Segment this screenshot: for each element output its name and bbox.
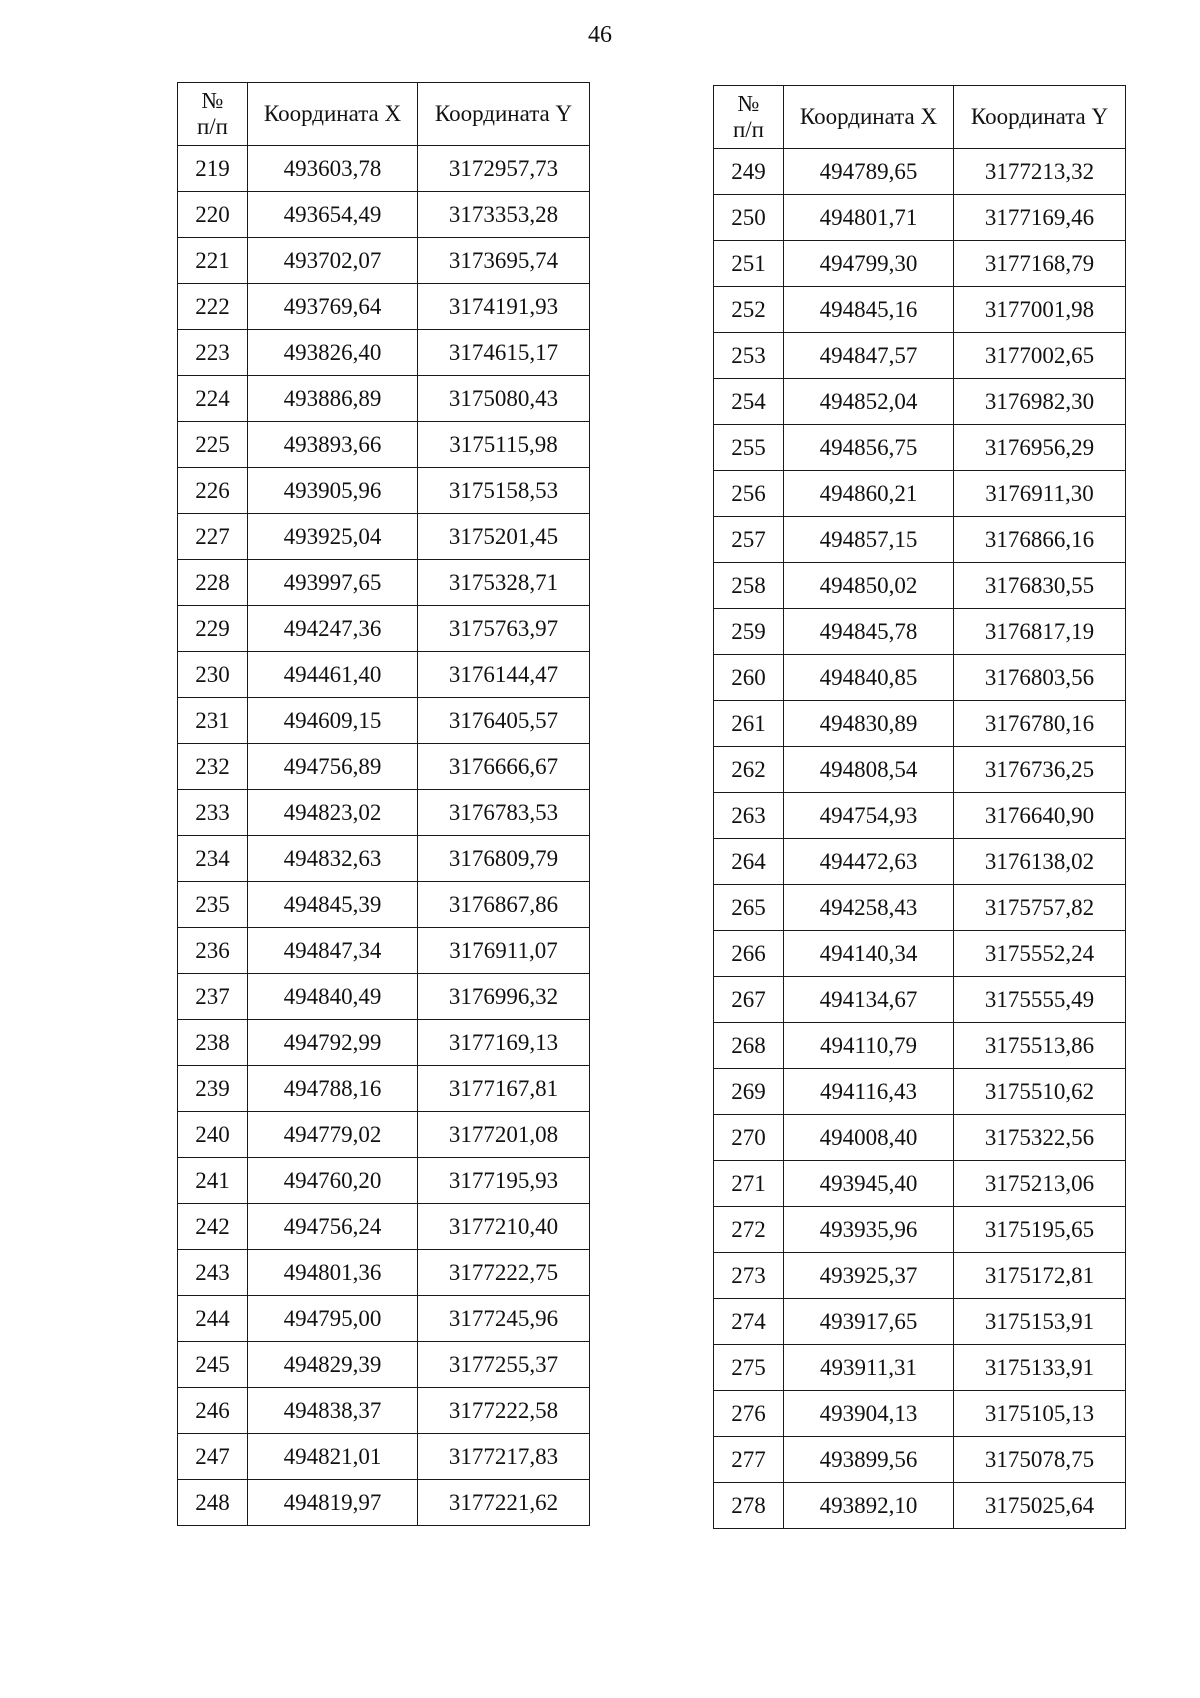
coordinate-x: 494801,36: [248, 1250, 418, 1296]
table-row: [714, 1299, 1126, 1345]
point-number: 270: [714, 1115, 784, 1161]
table-row: [178, 376, 590, 422]
page-number: 46: [588, 22, 612, 48]
coordinate-x: 494756,24: [248, 1204, 418, 1250]
point-number: 239: [178, 1066, 248, 1112]
coordinate-x: 494845,39: [248, 882, 418, 928]
point-number: 228: [178, 560, 248, 606]
point-number: 277: [714, 1437, 784, 1483]
coordinate-y: 3176783,53: [418, 790, 590, 836]
coordinate-y: 3175213,06: [954, 1161, 1126, 1207]
coordinate-y: 3177001,98: [954, 287, 1126, 333]
coordinate-x: 494140,34: [784, 931, 954, 977]
coordinate-x: 494857,15: [784, 517, 954, 563]
table-row: [714, 379, 1126, 425]
coordinate-y: 3176866,16: [954, 517, 1126, 563]
point-number: 259: [714, 609, 784, 655]
coordinate-y: 3177210,40: [418, 1204, 590, 1250]
coordinate-x: 494754,93: [784, 793, 954, 839]
coordinate-x: 494823,02: [248, 790, 418, 836]
table-row: [714, 1069, 1126, 1115]
coordinate-y: 3177168,79: [954, 241, 1126, 287]
point-number: 236: [178, 928, 248, 974]
coordinate-x: 493911,31: [784, 1345, 954, 1391]
table-row: [714, 1115, 1126, 1161]
point-number: 242: [178, 1204, 248, 1250]
point-number: 248: [178, 1480, 248, 1526]
table-row: [178, 1204, 590, 1250]
point-number: 244: [178, 1296, 248, 1342]
coordinate-y: 3175078,75: [954, 1437, 1126, 1483]
point-number: 232: [178, 744, 248, 790]
table-row: [178, 836, 590, 882]
coordinate-x: 493935,96: [784, 1207, 954, 1253]
coordinate-y: 3175510,62: [954, 1069, 1126, 1115]
point-number: 255: [714, 425, 784, 471]
coordinate-x: 494799,30: [784, 241, 954, 287]
header-number-symbol: №: [201, 88, 224, 113]
coordinate-x: 493769,64: [248, 284, 418, 330]
table-row: [178, 1296, 590, 1342]
header-number-abbrev: п/п: [732, 117, 764, 142]
coordinate-y: 3175153,91: [954, 1299, 1126, 1345]
point-number: 224: [178, 376, 248, 422]
table-row: [714, 241, 1126, 287]
point-number: 247: [178, 1434, 248, 1480]
coordinate-y: 3175201,45: [418, 514, 590, 560]
point-number: 263: [714, 793, 784, 839]
point-number: 225: [178, 422, 248, 468]
point-number: 265: [714, 885, 784, 931]
point-number: 230: [178, 652, 248, 698]
coordinate-x: 493945,40: [784, 1161, 954, 1207]
coordinate-x: 493892,10: [784, 1483, 954, 1529]
table-row: [178, 146, 590, 192]
point-number: 226: [178, 468, 248, 514]
coordinate-x: 494110,79: [784, 1023, 954, 1069]
point-number: 257: [714, 517, 784, 563]
coordinate-x: 494840,49: [248, 974, 418, 1020]
table-row: [178, 1066, 590, 1112]
point-number: 222: [178, 284, 248, 330]
point-number: 261: [714, 701, 784, 747]
header-coordinate-y: Координата Y: [954, 86, 1126, 149]
header-coordinate-x: Координата X: [784, 86, 954, 149]
coordinate-y: 3177222,75: [418, 1250, 590, 1296]
header-coordinate-y: Координата Y: [418, 83, 590, 146]
point-number: 251: [714, 241, 784, 287]
coordinate-y: 3176830,55: [954, 563, 1126, 609]
coordinate-x: 494756,89: [248, 744, 418, 790]
coordinate-x: 494840,85: [784, 655, 954, 701]
table-row: [178, 652, 590, 698]
coordinate-x: 494472,63: [784, 839, 954, 885]
point-number: 268: [714, 1023, 784, 1069]
table-row: [714, 1391, 1126, 1437]
point-number: 273: [714, 1253, 784, 1299]
point-number: 267: [714, 977, 784, 1023]
coordinate-y: 3176982,30: [954, 379, 1126, 425]
table-row: [178, 1158, 590, 1204]
point-number: 241: [178, 1158, 248, 1204]
table-row: [714, 1161, 1126, 1207]
coordinate-x: 494609,15: [248, 698, 418, 744]
table-row: [178, 1112, 590, 1158]
point-number: 260: [714, 655, 784, 701]
coordinate-y: 3175105,13: [954, 1391, 1126, 1437]
coordinate-x: 494788,16: [248, 1066, 418, 1112]
table-row: [714, 747, 1126, 793]
coordinate-x: 494830,89: [784, 701, 954, 747]
table-row: [178, 330, 590, 376]
coordinate-y: 3177195,93: [418, 1158, 590, 1204]
coordinate-y: 3177217,83: [418, 1434, 590, 1480]
coordinate-y: 3175158,53: [418, 468, 590, 514]
table-row: [714, 563, 1126, 609]
table-row: [714, 793, 1126, 839]
coordinate-y: 3177167,81: [418, 1066, 590, 1112]
header-number: [714, 86, 784, 149]
point-number: 229: [178, 606, 248, 652]
table-row: [178, 238, 590, 284]
coordinate-x: 494801,71: [784, 195, 954, 241]
coordinate-y: 3177213,32: [954, 149, 1126, 195]
coordinate-y: 3174191,93: [418, 284, 590, 330]
coordinate-y: 3177169,46: [954, 195, 1126, 241]
point-number: 227: [178, 514, 248, 560]
coordinate-y: 3176911,07: [418, 928, 590, 974]
point-number: 256: [714, 471, 784, 517]
table-row: [178, 744, 590, 790]
table-row: [178, 698, 590, 744]
table-row: [714, 701, 1126, 747]
coordinate-y: 3176803,56: [954, 655, 1126, 701]
coordinate-y: 3176817,19: [954, 609, 1126, 655]
coordinate-y: 3176144,47: [418, 652, 590, 698]
coordinate-y: 3176867,86: [418, 882, 590, 928]
table-row: [714, 977, 1126, 1023]
coordinate-x: 494845,78: [784, 609, 954, 655]
coordinate-x: 494856,75: [784, 425, 954, 471]
coordinate-x: 494258,43: [784, 885, 954, 931]
table-row: [178, 422, 590, 468]
coordinate-x: 494821,01: [248, 1434, 418, 1480]
table-row: [178, 560, 590, 606]
table-row: [178, 468, 590, 514]
coordinate-x: 494860,21: [784, 471, 954, 517]
coordinate-y: 3177245,96: [418, 1296, 590, 1342]
table-row: [178, 1388, 590, 1434]
coordinate-y: 3176780,16: [954, 701, 1126, 747]
point-number: 221: [178, 238, 248, 284]
coordinate-x: 494847,34: [248, 928, 418, 974]
point-number: 250: [714, 195, 784, 241]
coordinate-x: 493899,56: [784, 1437, 954, 1483]
coordinate-x: 494008,40: [784, 1115, 954, 1161]
table-row: [714, 1023, 1126, 1069]
header-number: [178, 83, 248, 146]
table-header-row: [178, 83, 590, 146]
point-number: 276: [714, 1391, 784, 1437]
table-row: [178, 1480, 590, 1526]
point-number: 237: [178, 974, 248, 1020]
point-number: 233: [178, 790, 248, 836]
coordinate-x: 494808,54: [784, 747, 954, 793]
point-number: 220: [178, 192, 248, 238]
point-number: 240: [178, 1112, 248, 1158]
coordinate-x: 493603,78: [248, 146, 418, 192]
coordinate-y: 3175513,86: [954, 1023, 1126, 1069]
table-row: [178, 790, 590, 836]
table-row: [714, 1483, 1126, 1529]
coordinate-x: 493997,65: [248, 560, 418, 606]
coordinate-y: 3175757,82: [954, 885, 1126, 931]
point-number: 245: [178, 1342, 248, 1388]
coordinate-x: 494832,63: [248, 836, 418, 882]
table-row: [178, 1342, 590, 1388]
table-row: [714, 931, 1126, 977]
table-row: [714, 195, 1126, 241]
coordinate-y: 3176138,02: [954, 839, 1126, 885]
coordinate-y: 3175025,64: [954, 1483, 1126, 1529]
coordinate-x: 494760,20: [248, 1158, 418, 1204]
coordinate-x: 494845,16: [784, 287, 954, 333]
table-body: [178, 146, 590, 1526]
header-coordinate-x: Координата X: [248, 83, 418, 146]
coordinate-x: 493654,49: [248, 192, 418, 238]
coordinate-y: 3177201,08: [418, 1112, 590, 1158]
table-row: [178, 974, 590, 1020]
point-number: 272: [714, 1207, 784, 1253]
coordinates-table-left: [177, 82, 590, 1526]
coordinate-x: 494116,43: [784, 1069, 954, 1115]
point-number: 238: [178, 1020, 248, 1066]
coordinate-y: 3176911,30: [954, 471, 1126, 517]
point-number: 262: [714, 747, 784, 793]
point-number: 249: [714, 149, 784, 195]
coordinate-x: 493893,66: [248, 422, 418, 468]
coordinate-y: 3177002,65: [954, 333, 1126, 379]
coordinates-table-right: [713, 85, 1126, 1529]
coordinate-y: 3175552,24: [954, 931, 1126, 977]
coordinate-y: 3176666,67: [418, 744, 590, 790]
point-number: 246: [178, 1388, 248, 1434]
coordinate-y: 3177255,37: [418, 1342, 590, 1388]
table-row: [178, 606, 590, 652]
point-number: 223: [178, 330, 248, 376]
point-number: 274: [714, 1299, 784, 1345]
coordinate-y: 3175328,71: [418, 560, 590, 606]
table-row: [714, 517, 1126, 563]
coordinate-y: 3175763,97: [418, 606, 590, 652]
point-number: 266: [714, 931, 784, 977]
table-row: [714, 1437, 1126, 1483]
header-number-symbol: №: [737, 91, 760, 116]
table-header-row: [714, 86, 1126, 149]
table-row: [714, 1207, 1126, 1253]
coordinate-x: 493925,04: [248, 514, 418, 560]
point-number: 278: [714, 1483, 784, 1529]
coordinate-x: 493826,40: [248, 330, 418, 376]
coordinate-x: 493905,96: [248, 468, 418, 514]
coordinate-x: 494838,37: [248, 1388, 418, 1434]
coordinate-x: 494134,67: [784, 977, 954, 1023]
point-number: 243: [178, 1250, 248, 1296]
table-row: [178, 514, 590, 560]
coordinate-x: 494461,40: [248, 652, 418, 698]
coordinate-y: 3175080,43: [418, 376, 590, 422]
coordinate-x: 494850,02: [784, 563, 954, 609]
point-number: 231: [178, 698, 248, 744]
coordinate-x: 493702,07: [248, 238, 418, 284]
coordinate-x: 494792,99: [248, 1020, 418, 1066]
coordinate-x: 494795,00: [248, 1296, 418, 1342]
coordinate-y: 3176996,32: [418, 974, 590, 1020]
table-row: [178, 882, 590, 928]
point-number: 234: [178, 836, 248, 882]
table-row: [178, 284, 590, 330]
point-number: 269: [714, 1069, 784, 1115]
coordinate-y: 3176405,57: [418, 698, 590, 744]
coordinate-y: 3177221,62: [418, 1480, 590, 1526]
coordinate-x: 494789,65: [784, 149, 954, 195]
point-number: 275: [714, 1345, 784, 1391]
coordinate-y: 3176809,79: [418, 836, 590, 882]
point-number: 258: [714, 563, 784, 609]
table-row: [714, 655, 1126, 701]
header-number-abbrev: п/п: [196, 114, 228, 139]
point-number: 235: [178, 882, 248, 928]
coordinate-x: 494819,97: [248, 1480, 418, 1526]
point-number: 219: [178, 146, 248, 192]
coordinate-x: 494779,02: [248, 1112, 418, 1158]
coordinate-x: 494829,39: [248, 1342, 418, 1388]
coordinate-x: 493917,65: [784, 1299, 954, 1345]
coordinate-x: 493886,89: [248, 376, 418, 422]
coordinate-y: 3177222,58: [418, 1388, 590, 1434]
point-number: 271: [714, 1161, 784, 1207]
coordinate-y: 3175322,56: [954, 1115, 1126, 1161]
table-row: [714, 1253, 1126, 1299]
point-number: 253: [714, 333, 784, 379]
table-row: [178, 1250, 590, 1296]
coordinate-y: 3175172,81: [954, 1253, 1126, 1299]
coordinate-y: 3174615,17: [418, 330, 590, 376]
table-row: [178, 1434, 590, 1480]
coordinate-y: 3173695,74: [418, 238, 590, 284]
point-number: 252: [714, 287, 784, 333]
table-row: [714, 609, 1126, 655]
coordinate-x: 493925,37: [784, 1253, 954, 1299]
point-number: 264: [714, 839, 784, 885]
table-body: [714, 149, 1126, 1529]
coordinate-y: 3175195,65: [954, 1207, 1126, 1253]
coordinate-y: 3175115,98: [418, 422, 590, 468]
table-row: [714, 287, 1126, 333]
table-row: [714, 885, 1126, 931]
table-row: [714, 425, 1126, 471]
coordinate-x: 494847,57: [784, 333, 954, 379]
coordinate-y: 3176956,29: [954, 425, 1126, 471]
table-row: [714, 333, 1126, 379]
coordinate-x: 494852,04: [784, 379, 954, 425]
coordinate-y: 3173353,28: [418, 192, 590, 238]
coordinate-y: 3177169,13: [418, 1020, 590, 1066]
table-row: [714, 149, 1126, 195]
table-row: [178, 192, 590, 238]
coordinate-y: 3175555,49: [954, 977, 1126, 1023]
coordinate-y: 3175133,91: [954, 1345, 1126, 1391]
coordinate-y: 3176736,25: [954, 747, 1126, 793]
table-row: [178, 928, 590, 974]
coordinate-x: 494247,36: [248, 606, 418, 652]
coordinate-y: 3172957,73: [418, 146, 590, 192]
table-row: [178, 1020, 590, 1066]
coordinate-x: 493904,13: [784, 1391, 954, 1437]
table-row: [714, 471, 1126, 517]
table-row: [714, 1345, 1126, 1391]
point-number: 254: [714, 379, 784, 425]
table-row: [714, 839, 1126, 885]
coordinate-y: 3176640,90: [954, 793, 1126, 839]
